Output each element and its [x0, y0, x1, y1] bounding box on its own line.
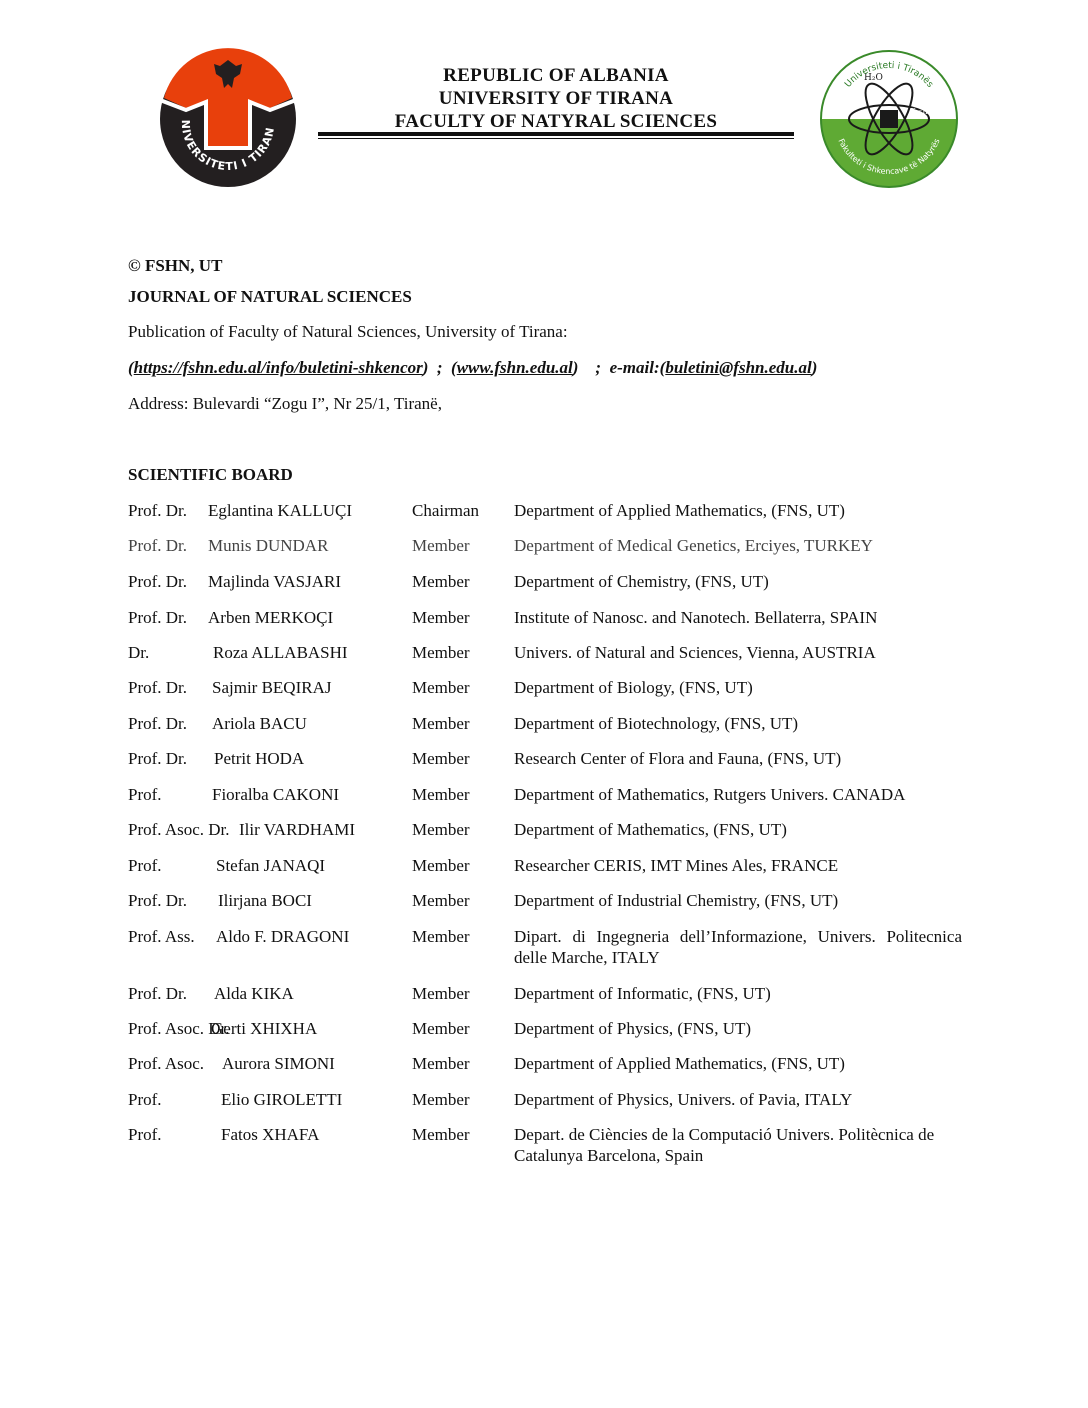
member-name: Roza ALLABASHI	[213, 643, 348, 662]
member-title: Prof. Dr.	[128, 891, 188, 910]
header-line-republic: REPUBLIC OF ALBANIA	[443, 65, 669, 86]
member-title: Prof. Dr.	[128, 501, 188, 520]
member-role: Member	[412, 1054, 470, 1073]
member-role: Member	[412, 749, 470, 768]
member-role: Member	[412, 678, 470, 697]
member-role: Member	[412, 643, 470, 662]
member-role: Member	[412, 572, 470, 591]
member-name: Ilirjana BOCI	[218, 891, 312, 910]
scientific-board-heading: SCIENTIFIC BOARD	[128, 465, 293, 484]
member-department: Department of Industrial Chemistry, (FNS, UT)	[514, 891, 839, 910]
member-name: Munis DUNDAR	[208, 536, 329, 555]
links-line: (https://fshn.edu.al/info/buletini-shkencor) ; (www.fshn.edu.al) ; e-mail:(buletini@fshn.edu.al)	[128, 358, 818, 377]
member-name: Stefan JANAQI	[216, 856, 326, 875]
member-role: Member	[412, 714, 470, 733]
member-title: Prof. Dr.	[128, 749, 188, 768]
member-role: Member	[412, 927, 470, 946]
member-title: Prof. Asoc.	[128, 1054, 205, 1073]
member-name: Ilir VARDHAMI	[239, 820, 356, 839]
member-role: Member	[412, 856, 470, 875]
page-header-title	[318, 64, 794, 133]
member-department: Researcher CERIS, IMT Mines Ales, FRANCE	[514, 856, 839, 875]
member-title: Prof. Dr.	[128, 572, 188, 591]
member-title: Dr.	[128, 643, 150, 662]
member-role: Member	[412, 1125, 470, 1144]
member-role: Member	[412, 820, 470, 839]
member-department: Department of Physics, (FNS, UT)	[514, 1019, 752, 1038]
member-department: Research Center of Flora and Fauna, (FNS, UT)	[514, 749, 842, 768]
member-title: Prof.	[128, 1090, 162, 1109]
member-title: Prof. Dr.	[128, 536, 188, 555]
address-line: Address: Bulevardi “Zogu I”, Nr 25/1, Tiranë,	[128, 394, 442, 413]
member-title: Prof. Dr.	[128, 714, 188, 733]
member-department: Department of Chemistry, (FNS, UT)	[514, 572, 769, 591]
header-divider-thin	[318, 138, 794, 139]
website-link-buletini[interactable]: https://fshn.edu.al/info/buletini-shkencor	[133, 358, 423, 377]
member-department: Department of Physics, Univers. of Pavia, ITALY	[514, 1090, 853, 1109]
member-name: Gerti XHIXHA	[211, 1019, 318, 1038]
publication-line: Publication of Faculty of Natural Sciences, University of Tirana:	[128, 322, 568, 341]
member-name: Sajmir BEQIRAJ	[212, 678, 332, 697]
member-role: Member	[412, 891, 470, 910]
logo-right-top-text: Universiteti i Tiranës	[843, 60, 935, 90]
copyright-line: © FSHN, UT	[128, 256, 223, 275]
member-department: Department of Mathematics, Rutgers Univers. CANADA	[514, 785, 906, 804]
faculty-natural-sciences-logo	[818, 48, 960, 190]
member-name: Eglantina KALLUÇI	[208, 501, 352, 520]
header-line-university: UNIVERSITY OF TIRANA	[438, 88, 674, 109]
member-department: Institute of Nanosc. and Nanotech. Bellaterra, SPAIN	[514, 608, 878, 627]
member-name: Ariola BACU	[212, 714, 307, 733]
member-department: Depart. de Ciències de la Computació Univers. Politècnica de Catalunya Barcelona, Spain	[514, 1125, 935, 1165]
email-label: e-mail:	[609, 358, 660, 377]
member-department: Dipart. di Ingegneria dell’Informazione, Univers. Politecnica delle Marche, ITALY	[514, 927, 962, 967]
member-name: Aurora SIMONI	[222, 1054, 335, 1073]
university-of-tirana-logo	[158, 48, 298, 190]
member-title: Prof.	[128, 856, 162, 875]
header-divider-thick	[318, 132, 794, 136]
member-title: Prof. Dr.	[128, 608, 188, 627]
member-title: Prof. Asoc. Dr.	[128, 820, 230, 839]
member-name: Arben MERKOÇI	[208, 608, 334, 627]
member-department: Department of Mathematics, (FNS, UT)	[514, 820, 787, 839]
member-role: Member	[412, 608, 470, 627]
member-title: Prof. Asoc. Dr.	[128, 1019, 230, 1038]
member-department: Department of Informatic, (FNS, UT)	[514, 984, 771, 1003]
member-department: Department of Biotechnology, (FNS, UT)	[514, 714, 799, 733]
member-name: Fatos XHAFA	[221, 1125, 320, 1144]
member-role: Chairman	[412, 501, 480, 520]
logo-left-ring-text: NIVERSITETI I TIRAN	[178, 119, 278, 174]
member-title: Prof.	[128, 1125, 162, 1144]
member-department: Department of Applied Mathematics, (FNS, UT)	[514, 501, 845, 520]
member-role: Member	[412, 1090, 470, 1109]
member-title: Prof. Dr.	[128, 678, 188, 697]
member-name: Petrit HODA	[214, 749, 305, 768]
journal-title: JOURNAL OF NATURAL SCIENCES	[128, 287, 412, 306]
member-title: Prof.	[128, 785, 162, 804]
member-name: Aldo F. DRAGONI	[216, 927, 350, 946]
email-link[interactable]: buletini@fshn.edu.al	[665, 358, 812, 377]
member-name: Alda KIKA	[214, 984, 294, 1003]
member-name: Majlinda VASJARI	[208, 572, 342, 591]
member-role: Member	[412, 984, 470, 1003]
member-name: Fioralba CAKONI	[212, 785, 340, 804]
member-department: Department of Medical Genetics, Erciyes, TURKEY	[514, 536, 873, 555]
member-department: Department of Applied Mathematics, (FNS, UT)	[514, 1054, 845, 1073]
website-link-fshn[interactable]: www.fshn.edu.al	[456, 358, 573, 377]
member-department: Department of Biology, (FNS, UT)	[514, 678, 753, 697]
member-name: Elio GIROLETTI	[221, 1090, 343, 1109]
member-department: Univers. of Natural and Sciences, Vienna, AUSTRIA	[514, 643, 876, 662]
header-line-faculty: FACULTY OF NATYRAL SCIENCES	[394, 111, 718, 132]
member-role: Member	[412, 1019, 470, 1038]
member-role: Member	[412, 785, 470, 804]
member-title: Prof. Dr.	[128, 984, 188, 1003]
formula-left: H₂O	[864, 73, 883, 83]
member-title: Prof. Ass.	[128, 927, 195, 946]
formula-right: E=mc²	[910, 107, 938, 116]
logo-right-bottom-text: Fakulteti i Shkencave të Natyrës	[836, 137, 942, 177]
member-role: Member	[412, 536, 470, 555]
